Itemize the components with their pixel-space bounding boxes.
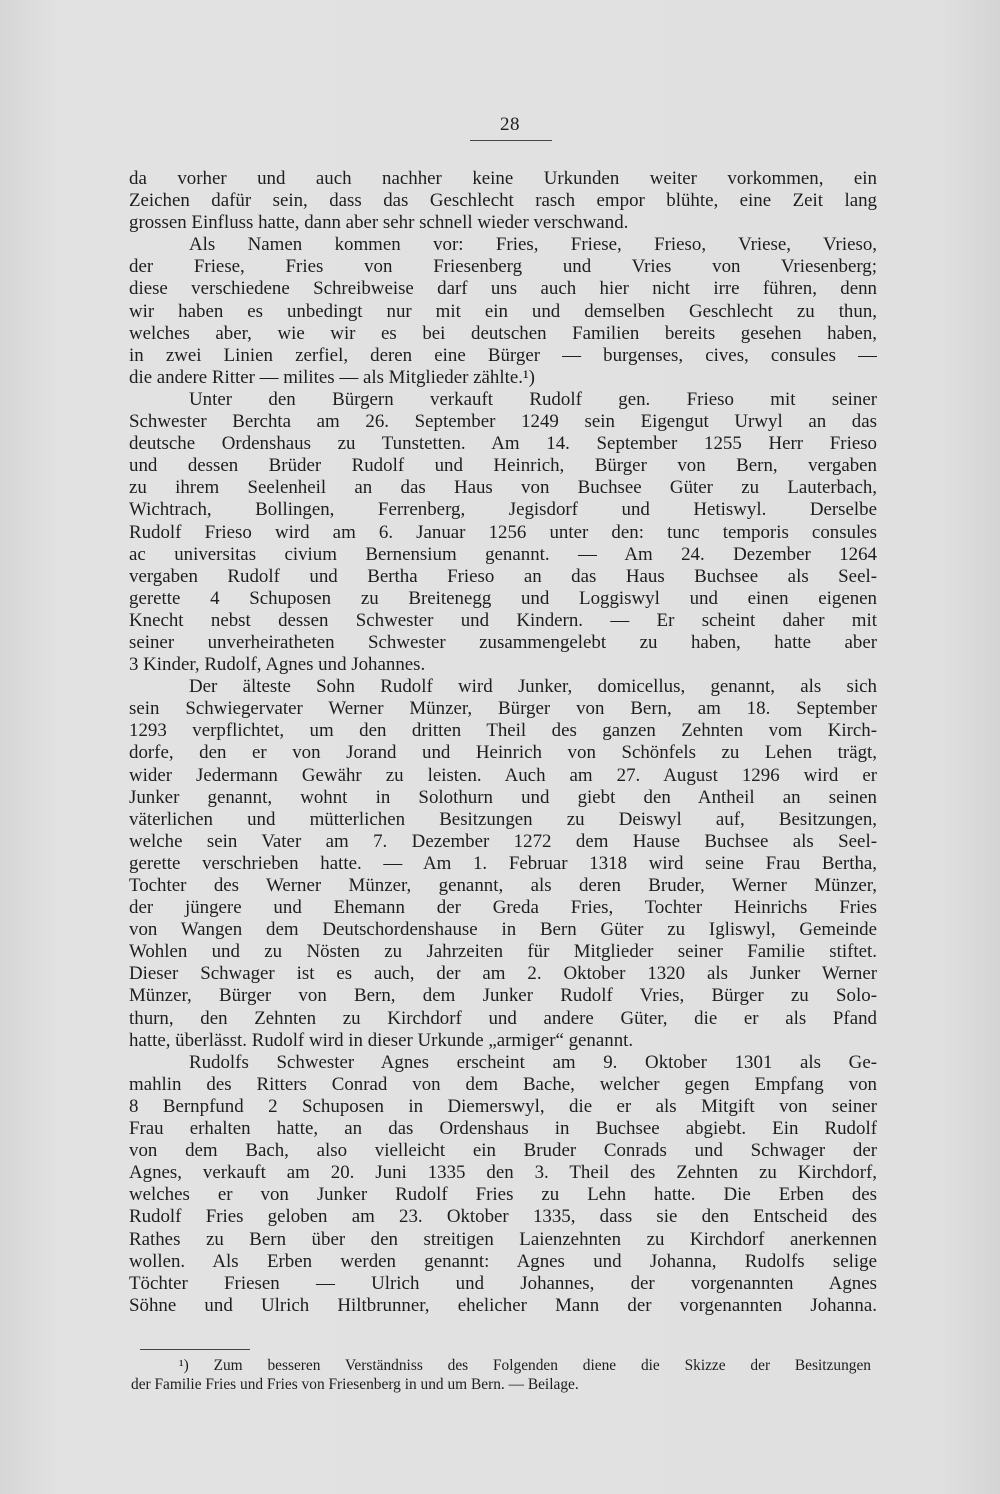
text-line: Schwester Berchta am 26. September 1249 sein Eigengut Urwyl an das bbox=[129, 411, 877, 433]
text-line: Junker genannt, wohnt in Solothurn und giebt den Antheil an seinen bbox=[129, 786, 877, 808]
text-line: sein Schwiegervater Werner Münzer, Bürger von Bern, am 18. September bbox=[129, 698, 877, 720]
text-line: Töchter Friesen — Ulrich und Johannes, der vorgenannten Agnes bbox=[129, 1272, 877, 1294]
text-line: Als Namen kommen vor: Fries, Friese, Frieso, Vriese, Vrieso, bbox=[189, 234, 877, 256]
text-line: ac universitas civium Bernensium genannt. — Am 24. Dezember 1264 bbox=[129, 543, 877, 565]
text-line: väterlichen und mütterlichen Besitzungen zu Deiswyl auf, Besitzungen, bbox=[129, 808, 877, 830]
text-line: grossen Einfluss hatte, dann aber sehr schnell wieder verschwand. bbox=[129, 212, 629, 234]
text-line: wollen. Als Erben werden genannt: Agnes und Johanna, Rudolfs selige bbox=[129, 1250, 877, 1272]
text-line: Frau erhalten hatte, an das Ordenshaus in Buchsee abgiebt. Ein Rudolf bbox=[129, 1118, 877, 1140]
text-line: Der älteste Sohn Rudolf wird Junker, domicellus, genannt, als sich bbox=[189, 676, 877, 698]
text-line: wider Jedermann Gewähr zu leisten. Auch am 27. August 1296 wird er bbox=[129, 764, 877, 786]
text-line: von Wangen dem Deutschordenshause in Bern Güter zu Igliswyl, Gemeinde bbox=[129, 919, 877, 941]
text-line: Zeichen dafür sein, dass das Geschlecht rasch empor blühte, eine Zeit lang bbox=[129, 190, 877, 212]
text-line: Tochter des Werner Münzer, genannt, als deren Bruder, Werner Münzer, bbox=[129, 875, 877, 896]
text-line: zu ihrem Seelenheil an das Haus von Buchsee Güter zu Lauterbach, bbox=[129, 477, 877, 499]
footnote-line: ¹) Zum besseren Verständniss des Folgenden diene die Skizze der Besitzungen bbox=[179, 1357, 871, 1374]
text-line: welches er von Junker Rudolf Fries zu Lehn hatte. Die Erben des bbox=[129, 1184, 877, 1206]
text-line: von dem Bach, also vielleicht ein Bruder Conrads und Schwager der bbox=[129, 1140, 877, 1162]
text-line: Knecht nebst dessen Schwester und Kindern. — Er scheint daher mit bbox=[129, 609, 877, 631]
text-line: in zwei Linien zerfiel, deren eine Bürger — burgenses, cives, consules — bbox=[129, 344, 877, 366]
footnote-line: der Familie Fries und Fries von Friesenberg in und um Bern. — Beilage. bbox=[131, 1376, 579, 1393]
text-line: wir haben es unbedingt nur mit ein und demselben Geschlecht zu thun, bbox=[129, 300, 877, 322]
text-line: gerette 4 Schuposen zu Breitenegg und Loggiswyl und einen eigenen bbox=[129, 587, 877, 609]
text-line: diese verschiedene Schreibweise darf uns auch hier nicht irre führen, denn bbox=[129, 278, 877, 300]
text-line: die andere Ritter — milites — als Mitglieder zählte.¹) bbox=[129, 366, 535, 388]
text-line: hatte, überlässt. Rudolf wird in dieser Urkunde „armiger“ genannt. bbox=[129, 1029, 634, 1051]
text-line: Agnes, verkauft am 20. Juni 1335 den 3. Theil des Zehnten zu Kirchdorf, bbox=[129, 1162, 877, 1184]
text-line: gerette verschrieben hatte. — Am 1. Februar 1318 wird seine Frau Bertha, bbox=[129, 852, 877, 874]
text-line: der jüngere und Ehemann der Greda Fries, Tochter Heinrichs Fries bbox=[129, 897, 877, 919]
text-line: 3 Kinder, Rudolf, Agnes und Johannes. bbox=[129, 654, 426, 676]
footnote-rule bbox=[140, 1349, 250, 1350]
page-number-rule bbox=[470, 140, 552, 141]
text-line: Dieser Schwager ist es auch, der am 2. Oktober 1320 als Junker Werner bbox=[129, 963, 877, 985]
text-line: Rudolfs Schwester Agnes erscheint am 9. Oktober 1301 als Ge- bbox=[189, 1051, 877, 1073]
text-line: Unter den Bürgern verkauft Rudolf gen. Frieso mit seiner bbox=[189, 388, 877, 410]
body-text bbox=[129, 168, 877, 1317]
text-line: und dessen Brüder Rudolf und Heinrich, Bürger von Bern, vergaben bbox=[129, 455, 877, 477]
text-line: deutsche Ordenshaus zu Tunstetten. Am 14. September 1255 Herr Frieso bbox=[129, 433, 877, 455]
text-line: mahlin des Ritters Conrad von dem Bache, welcher gegen Empfang von bbox=[129, 1073, 877, 1095]
text-line: welche sein Vater am 7. Dezember 1272 dem Hause Buchsee als Seel- bbox=[129, 830, 877, 852]
text-line: Rudolf Fries geloben am 23. Oktober 1335, dass sie den Entscheid des bbox=[129, 1206, 877, 1228]
text-line: Wichtrach, Bollingen, Ferrenberg, Jegisdorf und Hetiswyl. Derselbe bbox=[129, 499, 877, 521]
text-line: 1293 verpflichtet, um den dritten Theil des ganzen Zehnten vom Kirch- bbox=[129, 720, 877, 742]
text-line: vergaben Rudolf und Bertha Frieso an das Haus Buchsee als Seel- bbox=[129, 565, 877, 587]
text-line: Wohlen und zu Nösten zu Jahrzeiten für Mitglieder seiner Familie stiftet. bbox=[129, 941, 877, 963]
text-line: da vorher und auch nachher keine Urkunden weiter vorkommen, ein bbox=[129, 168, 877, 189]
text-line: Münzer, Bürger von Bern, dem Junker Rudolf Vries, Bürger zu Solo- bbox=[129, 985, 877, 1007]
text-line: 8 Bernpfund 2 Schuposen in Diemerswyl, die er als Mitgift von seiner bbox=[129, 1095, 877, 1117]
page-number: 28 bbox=[500, 114, 520, 135]
text-line: Rathes zu Bern über den streitigen Laienzehnten zu Kirchdorf anerkennen bbox=[129, 1228, 877, 1250]
text-line: seiner unverheiratheten Schwester zusammengelebt zu haben, hatte aber bbox=[129, 631, 877, 653]
text-line: dorfe, den er von Jorand und Heinrich von Schönfels zu Lehen trägt, bbox=[129, 742, 877, 764]
text-line: Söhne und Ulrich Hiltbrunner, ehelicher Mann der vorgenannten Johanna. bbox=[129, 1294, 877, 1316]
text-line: thurn, den Zehnten zu Kirchdorf und andere Güter, die er als Pfand bbox=[129, 1007, 877, 1029]
text-line: der Friese, Fries von Friesenberg und Vries von Vriesenberg; bbox=[129, 256, 877, 278]
footnote bbox=[131, 1356, 871, 1394]
text-line: welches aber, wie wir es bei deutschen Familien bereits gesehen haben, bbox=[129, 322, 877, 344]
text-line: Rudolf Frieso wird am 6. Januar 1256 unter den: tunc temporis consules bbox=[129, 521, 877, 543]
